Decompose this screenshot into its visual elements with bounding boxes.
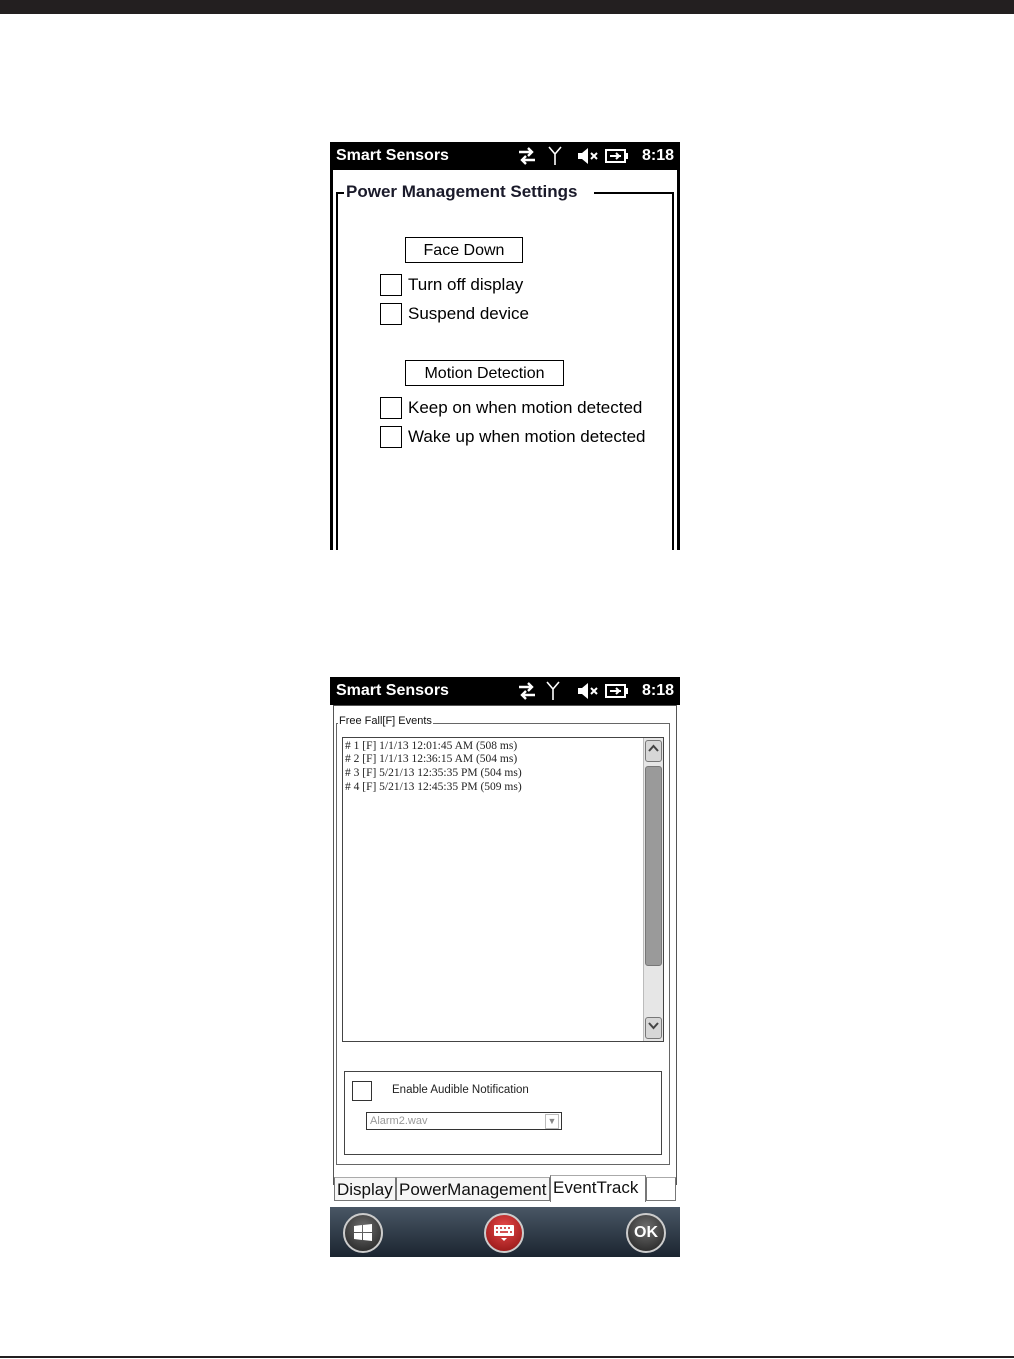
windows-start-button[interactable] xyxy=(343,1213,383,1253)
checkbox-label: Keep on when motion detected xyxy=(408,398,643,417)
antenna-icon xyxy=(547,145,563,172)
event-track-screen xyxy=(330,677,680,1257)
sync-arrows-icon xyxy=(516,680,538,707)
power-management-screen xyxy=(330,142,680,550)
tab-bar xyxy=(330,1175,680,1203)
keyboard-icon xyxy=(492,1223,516,1243)
checkbox-box[interactable] xyxy=(380,426,402,448)
checkbox-label: Wake up when motion detected xyxy=(408,427,646,446)
list-item[interactable]: # 2 [F] 1/1/13 12:36:15 AM (504 ms) xyxy=(345,753,518,765)
page-bottom-rule xyxy=(0,1356,1014,1358)
frame-border-right xyxy=(677,170,680,550)
app-title: Smart Sensors xyxy=(336,682,449,699)
sound-file-select[interactable] xyxy=(366,1112,562,1130)
sync-arrows-icon xyxy=(516,145,538,172)
chevron-down-icon xyxy=(647,1019,660,1032)
face-down-header: Face Down xyxy=(405,237,523,263)
events-group-title: Free Fall[F] Events xyxy=(339,715,432,727)
speaker-muted-icon xyxy=(576,680,600,707)
speaker-muted-icon xyxy=(576,145,600,172)
dropdown-arrow-icon: ▼ xyxy=(545,1114,559,1129)
battery-charging-icon xyxy=(604,680,630,707)
sound-file-value: Alarm2.wav xyxy=(370,1115,428,1127)
group-border-left xyxy=(336,192,338,550)
group-title: Power Management Settings xyxy=(346,182,578,201)
group-border-right xyxy=(672,192,674,550)
clock: 8:18 xyxy=(641,147,674,164)
app-title: Smart Sensors xyxy=(336,147,449,164)
status-bar xyxy=(330,142,680,170)
events-scrollbar[interactable] xyxy=(643,738,663,1041)
antenna-icon xyxy=(545,680,561,707)
checkbox-box[interactable] xyxy=(380,274,402,296)
keyboard-button[interactable] xyxy=(484,1213,524,1253)
tab-bar-filler xyxy=(646,1177,676,1201)
checkbox-box[interactable] xyxy=(380,397,402,419)
group-border-top-left xyxy=(336,192,344,194)
list-item[interactable]: # 1 [F] 1/1/13 12:01:45 AM (508 ms) xyxy=(345,740,518,752)
windows-start-icon xyxy=(352,1222,374,1244)
tab-power-management[interactable]: PowerManagement xyxy=(396,1177,550,1201)
enable-audible-notification-checkbox[interactable] xyxy=(352,1081,372,1101)
list-item[interactable]: # 3 [F] 5/21/13 12:35:35 PM (504 ms) xyxy=(345,767,522,779)
scroll-up-button[interactable] xyxy=(645,740,662,762)
checkbox-label: Suspend device xyxy=(408,304,529,323)
chevron-up-icon xyxy=(647,742,660,755)
enable-audible-notification-label: Enable Audible Notification xyxy=(392,1084,529,1096)
checkbox-box[interactable] xyxy=(380,303,402,325)
scroll-thumb[interactable] xyxy=(645,766,662,966)
motion-detection-header: Motion Detection xyxy=(405,360,564,386)
events-listbox[interactable] xyxy=(342,737,664,1042)
battery-charging-icon xyxy=(604,145,630,172)
ok-button[interactable]: OK xyxy=(626,1213,666,1253)
tab-display[interactable]: Display xyxy=(334,1177,396,1201)
clock: 8:18 xyxy=(641,682,674,699)
soft-key-bar xyxy=(330,1207,680,1257)
page-top-rule xyxy=(0,0,1014,14)
frame-border-left xyxy=(330,170,333,550)
scroll-down-button[interactable] xyxy=(645,1017,662,1039)
tab-event-track[interactable]: EventTrack xyxy=(550,1175,646,1202)
checkbox-label: Turn off display xyxy=(408,275,524,294)
group-border-top-right xyxy=(594,192,674,194)
list-item[interactable]: # 4 [F] 5/21/13 12:45:35 PM (509 ms) xyxy=(345,781,522,793)
status-bar xyxy=(330,677,680,705)
